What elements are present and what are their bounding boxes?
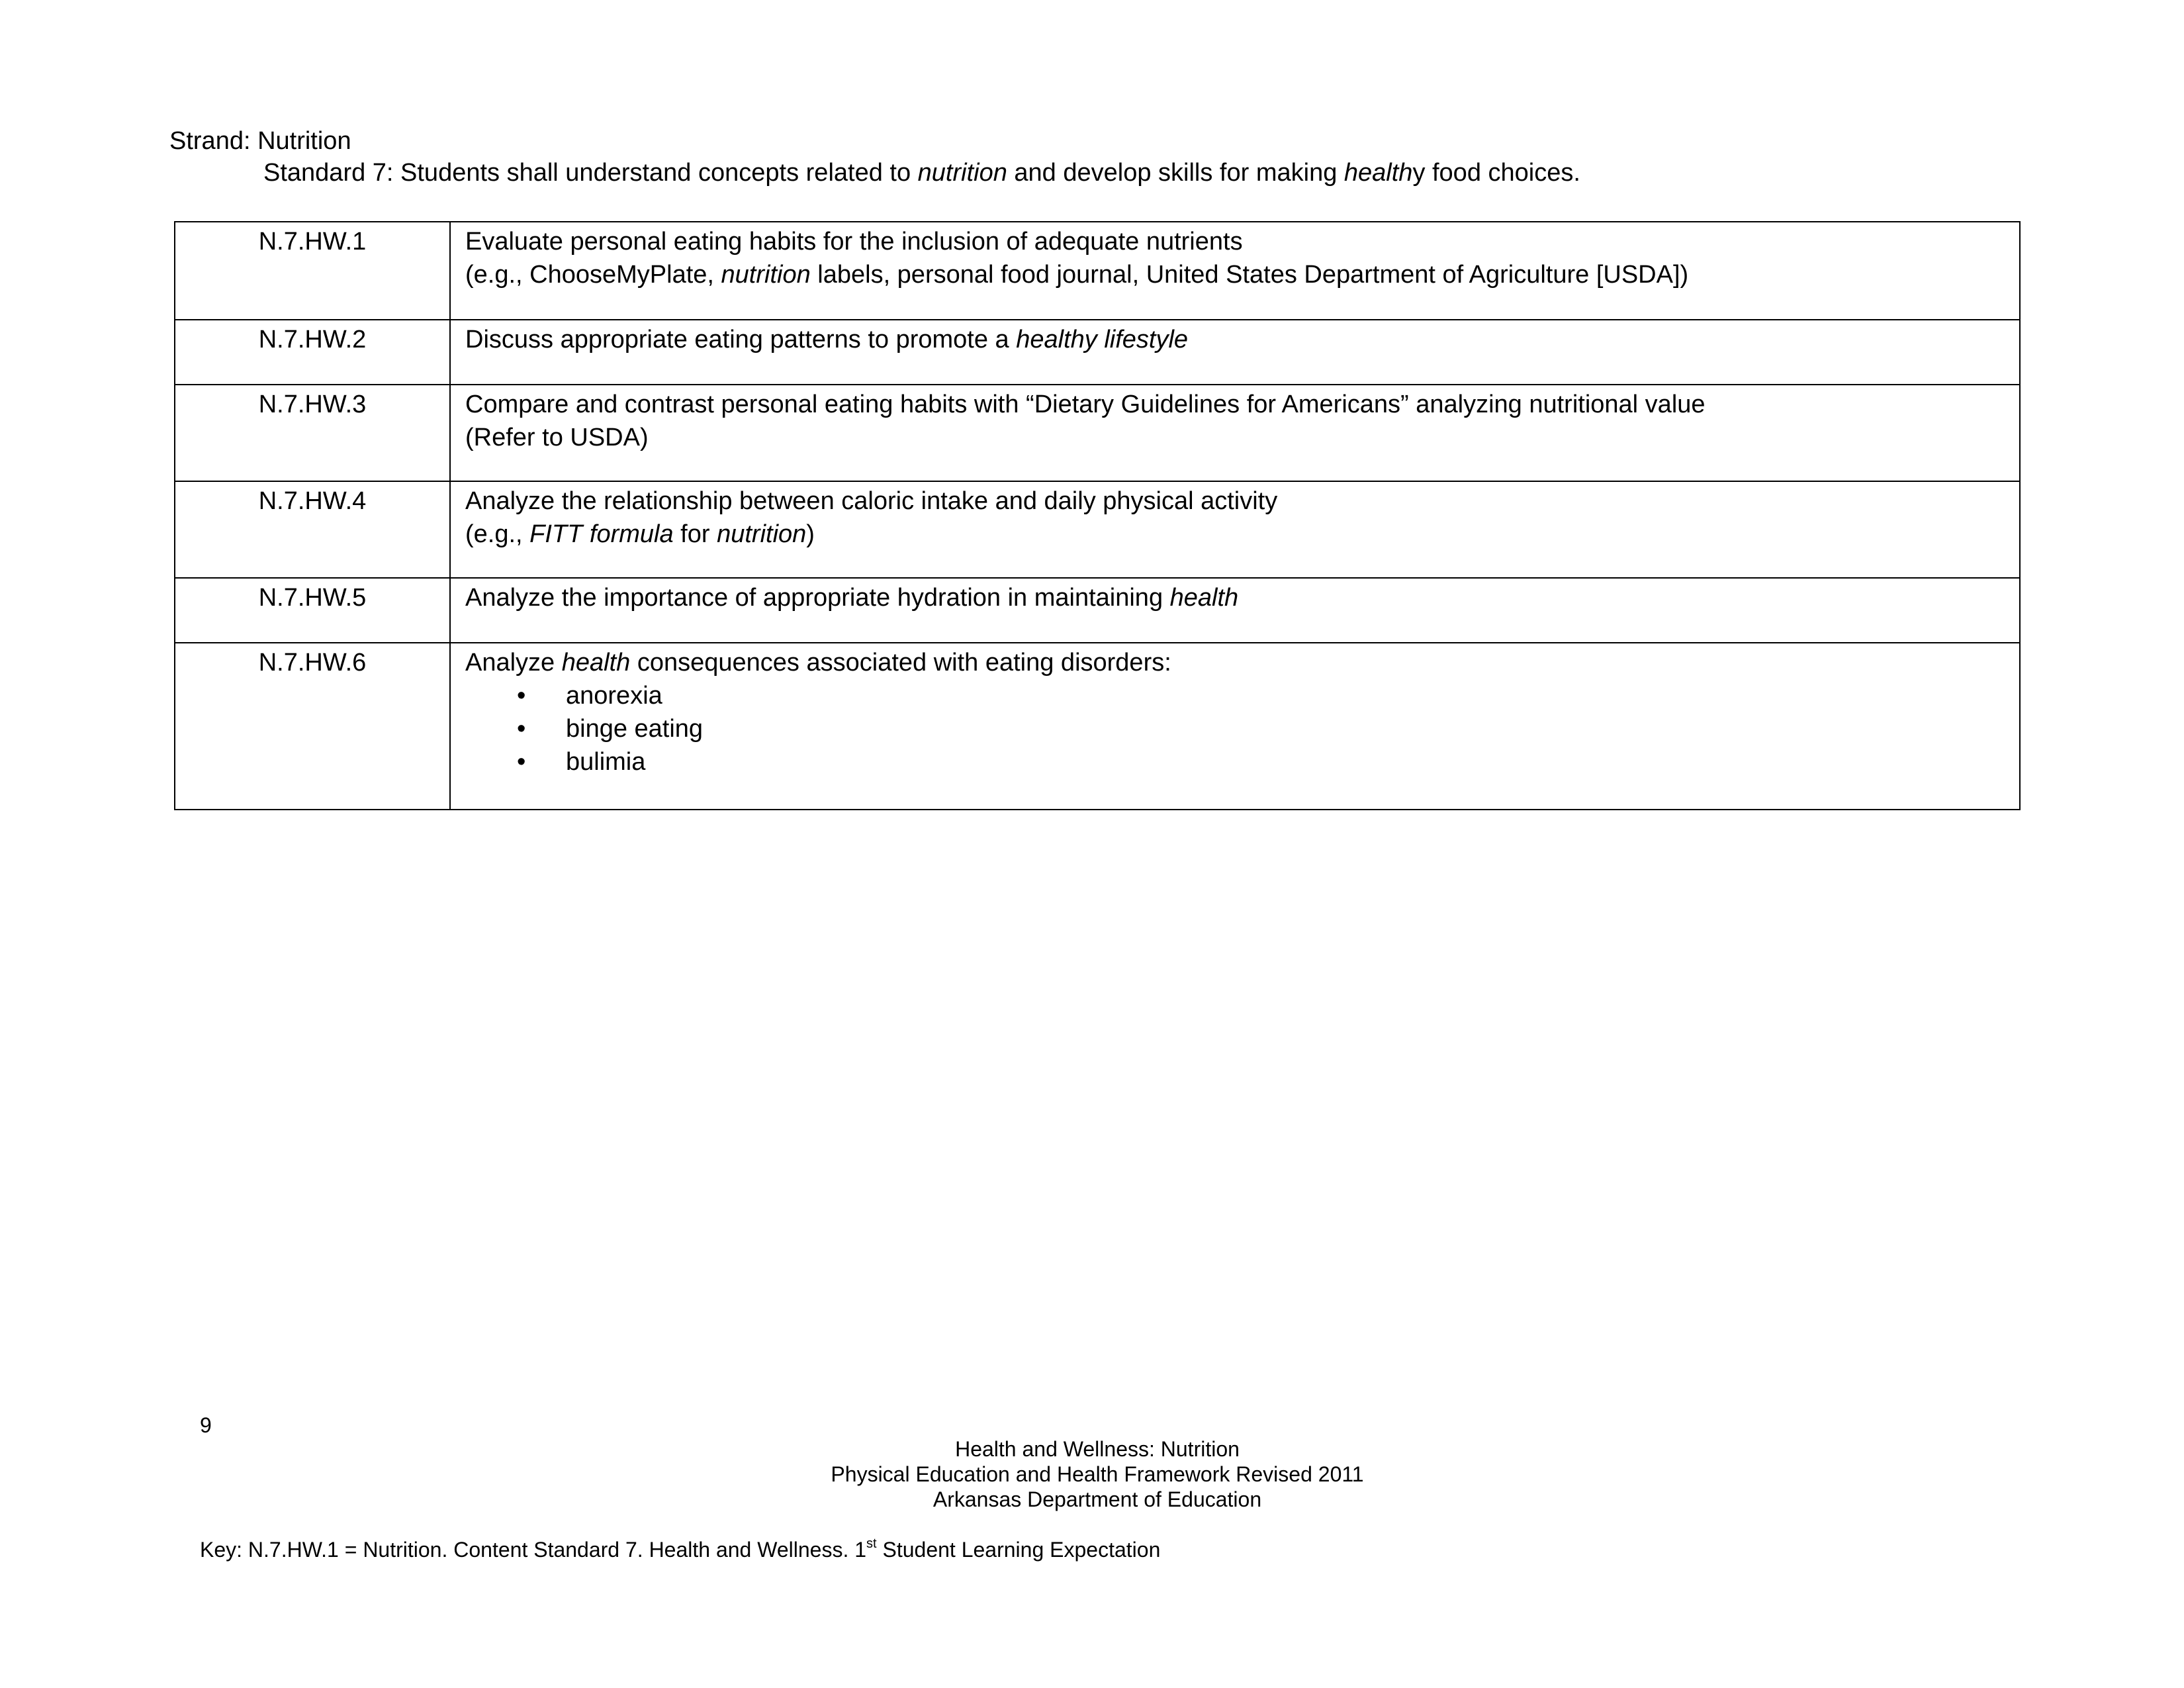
text-span: (e.g., ChooseMyPlate, [465, 261, 721, 289]
eating-disorders-list [465, 679, 2019, 778]
text-span: (e.g., [465, 520, 530, 548]
table-row [175, 320, 2020, 385]
table-row [175, 481, 2020, 578]
list-item-text: bulimia [566, 748, 646, 776]
text-span: ) [806, 520, 815, 548]
emphasis-text: nutrition [717, 520, 807, 548]
emphasis-text: healthy lifestyle [1016, 326, 1189, 353]
bullet-icon: • [517, 748, 526, 776]
list-item-text: anorexia [566, 682, 662, 710]
expectations-table [174, 221, 2021, 810]
description-line [465, 518, 2019, 551]
expectation-code: N.7.HW.4 [175, 481, 450, 578]
expectation-code: N.7.HW.2 [175, 320, 450, 385]
expectation-code: N.7.HW.3 [175, 385, 450, 481]
list-item-text: binge eating [566, 715, 704, 743]
standard-emphasis-nutrition: nutrition [917, 159, 1007, 187]
description-line [465, 646, 2019, 679]
footer-line: Health and Wellness: Nutrition [955, 1437, 1240, 1461]
text-span: Analyze [465, 649, 562, 677]
expectation-code: N.7.HW.5 [175, 578, 450, 643]
text-span: labels, personal food journal, United States Department of Agriculture [USDA]) [810, 261, 1689, 289]
list-item [465, 745, 2019, 778]
bullet-icon: • [517, 715, 526, 743]
page-number: 9 [200, 1413, 212, 1437]
description-line: (Refer to USDA) [465, 424, 649, 451]
standard-emphasis-health: health [1343, 159, 1413, 187]
expectation-description [450, 385, 2020, 481]
emphasis-text: health [1169, 584, 1239, 612]
code-key [200, 1537, 1160, 1562]
key-superscript: st [866, 1536, 877, 1551]
key-text: Key: N.7.HW.1 = Nutrition. Content Standard 7. Health and Wellness. 1 [200, 1538, 867, 1562]
description-line: Evaluate personal eating habits for the inclusion of adequate nutrients [465, 228, 1243, 256]
text-span: for [673, 520, 717, 548]
expectation-description [450, 320, 2020, 385]
text-span: Discuss appropriate eating patterns to promote a [465, 326, 1017, 353]
table-row [175, 385, 2020, 481]
list-item [465, 712, 2019, 745]
standard-statement [263, 158, 1580, 188]
expectation-description [450, 578, 2020, 643]
key-text: Student Learning Expectation [876, 1538, 1161, 1562]
description-line [465, 258, 2019, 291]
expectation-description [450, 643, 2020, 810]
standard-suffix: y food choices. [1412, 159, 1580, 187]
bullet-icon: • [517, 682, 526, 710]
footer-line: Physical Education and Health Framework Revised 2011 [831, 1462, 1364, 1486]
strand-heading: Strand: Nutrition [169, 127, 351, 155]
emphasis-text: FITT formula [529, 520, 674, 548]
standard-mid: and develop skills for making [1007, 159, 1344, 187]
list-item [465, 679, 2019, 712]
text-span: Analyze the importance of appropriate hydration in maintaining [465, 584, 1170, 612]
standard-prefix: Standard 7: Students shall understand concepts related to [263, 159, 918, 187]
emphasis-text: health [561, 649, 631, 677]
emphasis-text: nutrition [721, 261, 811, 289]
description-line: Compare and contrast personal eating habits with “Dietary Guidelines for Americans” analyzing nutritional value [465, 391, 1706, 418]
page-footer [700, 1436, 1494, 1512]
footer-line: Arkansas Department of Education [933, 1487, 1262, 1511]
description-line: Analyze the relationship between caloric intake and daily physical activity [465, 487, 1278, 515]
expectation-description [450, 481, 2020, 578]
expectation-code: N.7.HW.1 [175, 222, 450, 320]
description-line [465, 581, 2019, 614]
table-row [175, 578, 2020, 643]
table-row [175, 222, 2020, 320]
expectation-description [450, 222, 2020, 320]
text-span: consequences associated with eating disorders: [630, 649, 1171, 677]
table-row [175, 643, 2020, 810]
expectation-code: N.7.HW.6 [175, 643, 450, 810]
description-line [465, 323, 2019, 356]
